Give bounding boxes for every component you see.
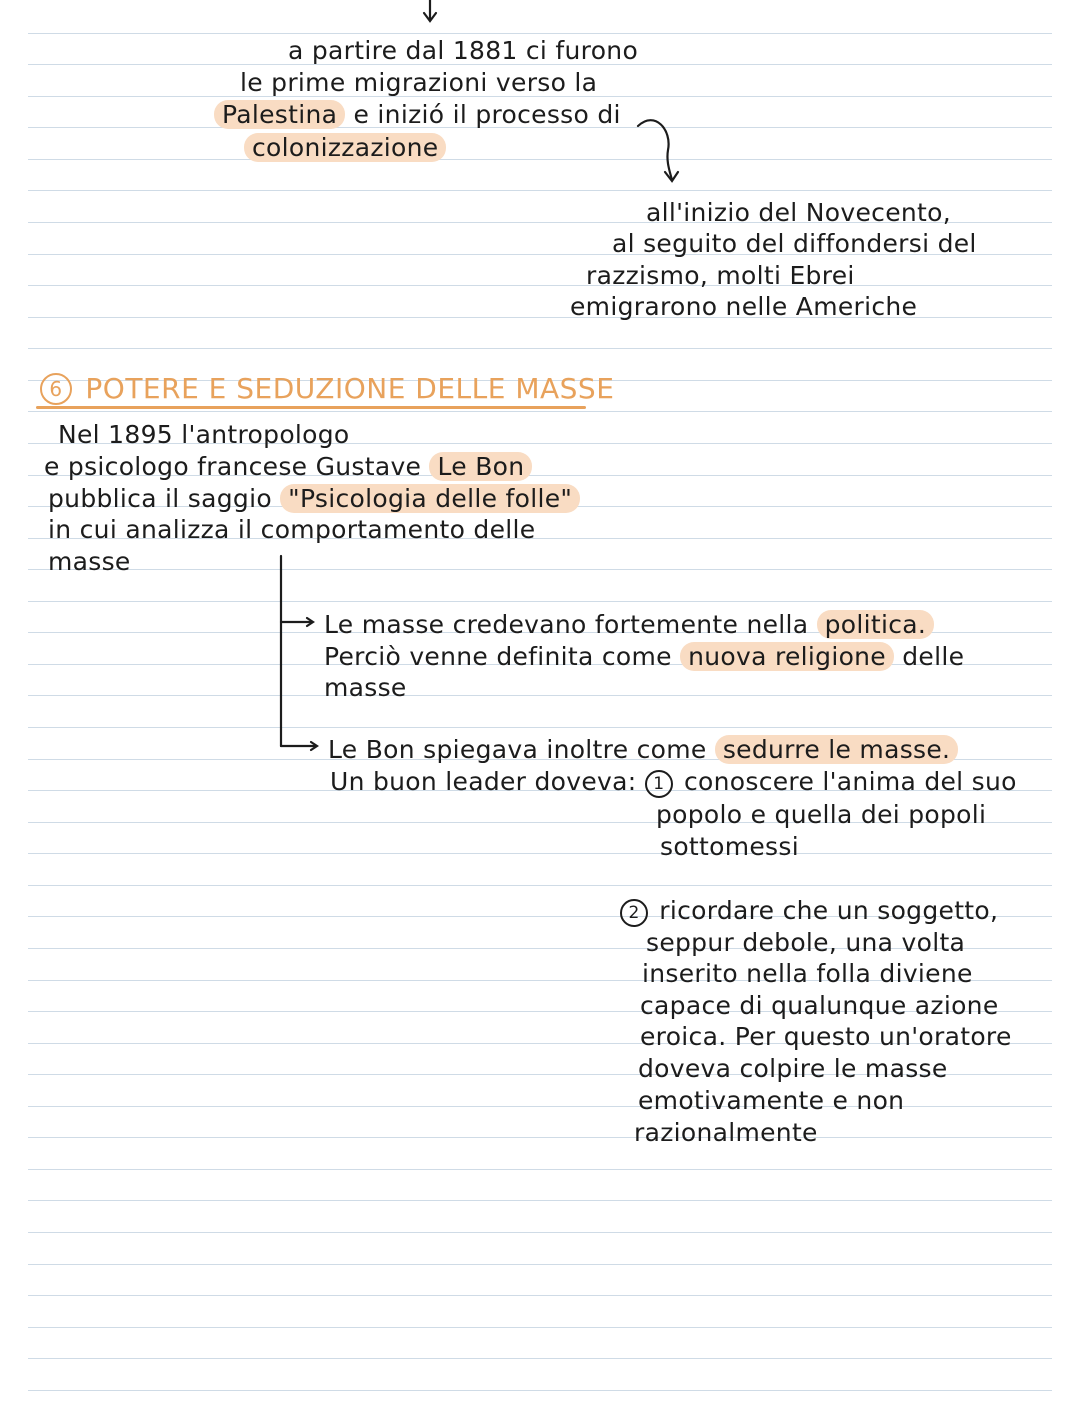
point-2-line7: emotivamente e non <box>638 1086 905 1115</box>
intro-line2-text: e psicologo francese Gustave <box>44 452 422 481</box>
point-2-line8: razionalmente <box>634 1118 818 1147</box>
point-2-line3: inserito nella folla diviene <box>642 959 973 988</box>
intro-line3-text: pubblica il saggio <box>48 484 272 513</box>
intro-line1: Nel 1895 l'antropologo <box>58 420 350 449</box>
point-1-line1: conoscere l'anima del suo <box>684 767 1017 796</box>
branch-bracket <box>281 556 317 750</box>
heading-underline <box>36 406 586 409</box>
point-2-line1 <box>620 896 998 927</box>
block2-line2: al seguito del diffondersi del <box>612 229 977 258</box>
branch1-line2-text: Perciò venne definita come <box>324 642 672 671</box>
highlight-book-title: "Psicologia delle folle" <box>280 484 580 513</box>
section-title: POTERE E SEDUZIONE DELLE MASSE <box>85 372 615 405</box>
branch2-line1-text: Le Bon spiegava inoltre come <box>328 735 707 764</box>
branch2-line2 <box>330 767 1017 798</box>
block1-line4 <box>244 133 446 163</box>
block1-line2: le prime migrazioni verso la <box>240 68 598 97</box>
branch2-line2-text: Un buon leader doveva: <box>330 767 637 796</box>
curved-arrow <box>638 120 678 181</box>
point-2-line5: eroica. Per questo un'oratore <box>640 1022 1012 1051</box>
branch1-line2-tail: delle <box>902 642 965 671</box>
branch1-line3: masse <box>324 673 407 702</box>
highlight-palestina: Palestina <box>214 100 345 129</box>
section-heading <box>40 372 614 406</box>
block1-line1: a partire dal 1881 ci furono <box>288 36 639 65</box>
top-down-arrow <box>424 0 436 21</box>
point-1-line3: sottomessi <box>660 832 799 861</box>
intro-line2 <box>44 452 532 482</box>
branch1-line1-text: Le masse credevano fortemente nella <box>324 610 809 639</box>
block2-line3: razzismo, molti Ebrei <box>586 261 855 290</box>
block2-line1: all'inizio del Novecento, <box>646 198 951 227</box>
highlight-nuova-religione: nuova religione <box>680 642 894 671</box>
intro-line3 <box>48 484 580 514</box>
highlight-politica: politica. <box>817 610 935 639</box>
branch1-line1 <box>324 610 934 640</box>
intro-line4: in cui analizza il comportamento delle <box>48 515 536 544</box>
point-1-line2: popolo e quella dei popoli <box>656 800 987 829</box>
point-2-line6: doveva colpire le masse <box>638 1054 948 1083</box>
block1-line3 <box>214 100 621 130</box>
point-2-line1-text: ricordare che un soggetto, <box>659 896 999 925</box>
point-1-badge: 1 <box>645 770 673 798</box>
highlight-le-bon: Le Bon <box>429 452 532 481</box>
branch2-line1 <box>328 735 958 765</box>
highlight-sedurre-le-masse: sedurre le masse. <box>715 735 958 764</box>
point-2-badge: 2 <box>620 899 648 927</box>
block2-line4: emigrarono nelle Americhe <box>570 292 918 321</box>
point-2-line4: capace di qualunque azione <box>640 991 999 1020</box>
block1-line3-text: e inizió il processo di <box>353 100 621 129</box>
point-2-line2: seppur debole, una volta <box>646 928 966 957</box>
branch1-line2 <box>324 642 964 672</box>
section-number-badge: 6 <box>40 373 72 405</box>
intro-line5: masse <box>48 547 131 576</box>
highlight-colonizzazione: colonizzazione <box>244 133 446 162</box>
